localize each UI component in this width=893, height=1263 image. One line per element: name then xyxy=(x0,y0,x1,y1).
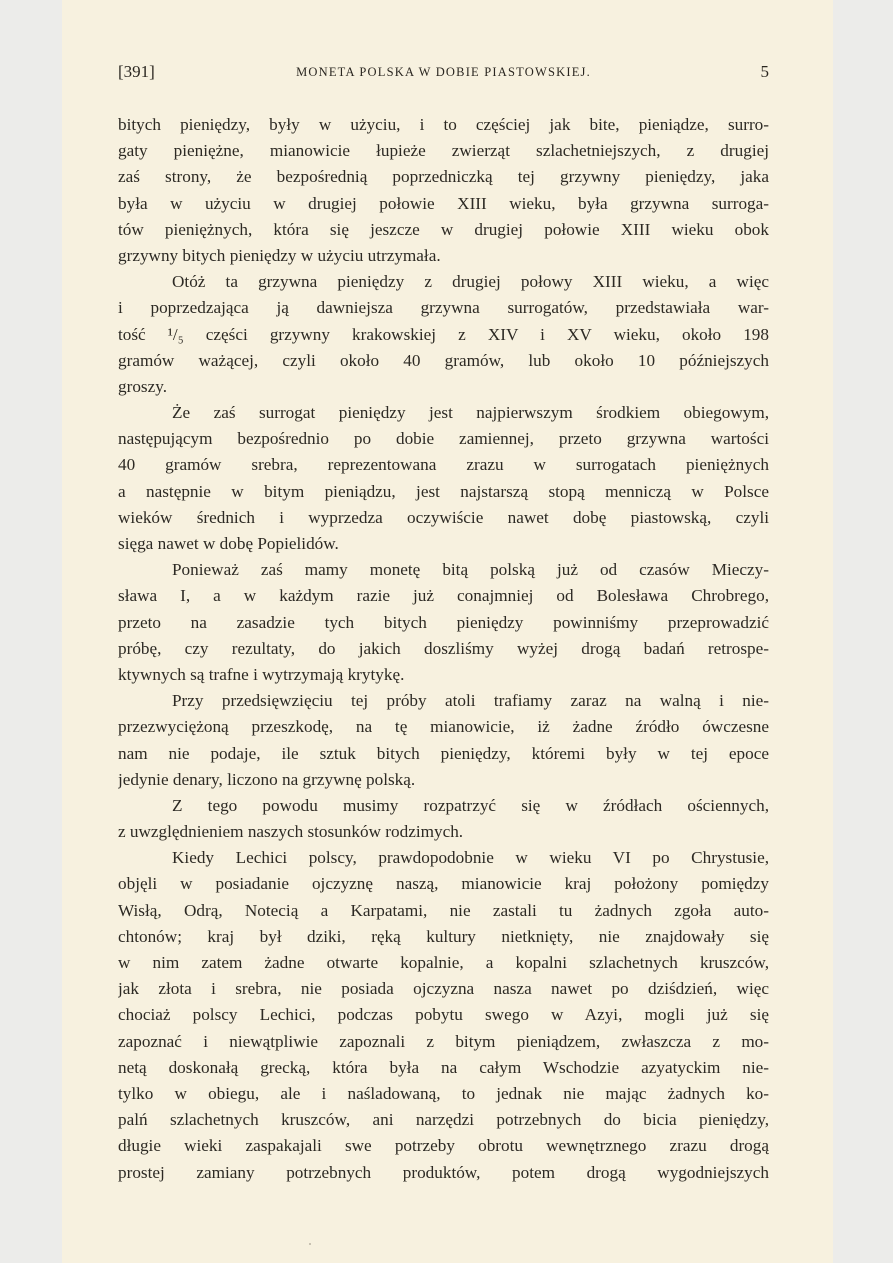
text-line: Z tego powodu musimy rozpatrzyć się w źródłach ościennych, xyxy=(172,795,769,815)
text-line: tość ¹/₅ części grzywny krakowskiej z XIV i XV wieku, około 198 xyxy=(118,324,769,344)
text-line: chociaż polscy Lechici, podczas pobytu swego w Azyi, mogli już się xyxy=(118,1005,769,1025)
bracketed-page-number: [391] xyxy=(118,62,155,81)
text-line: z uwzględnieniem naszych stosunków rodzimych. xyxy=(118,822,464,842)
right-margin xyxy=(833,0,893,1263)
text-line: Ponieważ zaś mamy monetę bitą polską już od czasów Mieczy- xyxy=(172,560,769,580)
text-line: przeto na zasadzie tych bitych pieniędzy powinniśmy przeprowadzić xyxy=(118,612,769,632)
text-line: a następnie w bitym pieniądzu, jest najstarszą stopą menniczą w Polsce xyxy=(118,481,769,501)
text-line: objęli w posiadanie ojczyznę naszą, mianowicie kraj położony pomiędzy xyxy=(118,874,769,894)
text-line: zaś strony, że bezpośrednią poprzedniczką tej grzywny pieniędzy, jaka xyxy=(118,167,769,187)
text-line: tów pieniężnych, która się jeszcze w drugiej połowie XIII wieku obok xyxy=(118,219,769,239)
text-line: jedynie denary, liczono na grzywnę polską. xyxy=(118,769,416,789)
text-line: Otóż ta grzywna pieniędzy z drugiej połowy XIII wieku, a więc xyxy=(172,272,769,292)
text-line: gaty pieniężne, mianowicie łupieże zwierząt szlachetniejszych, z drugiej xyxy=(118,141,769,161)
page-number: 5 xyxy=(760,62,769,81)
text-line: wieków średnich i wyprzedza oczywiście nawet dobę piastowską, czyli xyxy=(118,507,769,527)
text-line: i poprzedzająca ją dawniejsza grzywna surrogatów, przedstawiała war- xyxy=(118,298,769,318)
text-line: nam nie podaje, ile sztuk bitych pieniędzy, któremi były w tej epoce xyxy=(118,743,769,763)
text-line: bitych pieniędzy, były w użyciu, i to częściej jak bite, pieniądze, surro- xyxy=(118,115,769,134)
text-line: netą doskonałą grecką, która była na całym Wschodzie azyatyckim nie- xyxy=(118,1057,769,1077)
text-line: sięga nawet w dobę Popielidów. xyxy=(118,534,339,553)
running-title: MONETA POLSKA W DOBIE PIASTOWSKIEJ. xyxy=(296,65,591,79)
paper-speck xyxy=(309,1243,311,1245)
text-line: zapoznać i niewątpliwie zapoznali z bitym pieniądzem, zwłaszcza z mo- xyxy=(118,1031,769,1051)
text-line: palń szlachetnych kruszców, ani narzędzi potrzebnych do bicia pieniędzy, xyxy=(118,1110,769,1130)
text-line: grzywny bitych pieniędzy w użyciu utrzymała. xyxy=(118,245,441,265)
text-line: przezwyciężoną przeszkodę, na tę mianowicie, iż żadne źródło ówczesne xyxy=(118,717,769,737)
text-line: próbę, czy rezultaty, do jakich doszliśmy wyżej drogą badań retrospe- xyxy=(118,638,769,658)
text-line: prostej zamiany potrzebnych produktów, potem drogą wygodniejszych xyxy=(118,1162,769,1182)
text-line: sława I, a w każdym razie już conajmniej od Bolesława Chrobrego, xyxy=(118,586,769,606)
text-line: groszy. xyxy=(118,376,168,396)
text-line: jak złota i srebra, nie posiada ojczyzna nasza nawet po dziśdzień, więc xyxy=(118,979,769,999)
text-line: Kiedy Lechici polscy, prawdopodobnie w wieku VI po Chrystusie, xyxy=(172,848,769,868)
text-line: Przy przedsięwzięciu tej próby atoli trafiamy zaraz na walną i nie- xyxy=(172,691,769,711)
text-line: w nim zatem żadne otwarte kopalnie, a kopalni szlachetnych kruszców, xyxy=(118,953,769,972)
text-line: gramów ważącej, czyli około 40 gramów, lub około 10 późniejszych xyxy=(118,350,769,370)
text-line: Wisłą, Odrą, Notecią a Karpatami, nie zastali tu żadnych zgoła auto- xyxy=(118,900,769,920)
body-text xyxy=(118,112,769,1186)
text-line: chtonów; kraj był dziki, ręką kultury nietknięty, nie znajdowały się xyxy=(118,926,769,946)
text-line: następującym bezpośrednio po dobie zamiennej, przeto grzywna wartości xyxy=(118,429,769,449)
text-line: była w użyciu w drugiej połowie XIII wieku, była grzywna surroga- xyxy=(118,193,769,213)
book-page xyxy=(62,0,833,1263)
text-line: ktywnych są trafne i wytrzymają krytykę. xyxy=(118,664,405,684)
text-line: Że zaś surrogat pieniędzy jest najpierwszym środkiem obiegowym, xyxy=(172,403,769,423)
text-line: 40 gramów srebra, reprezentowana zrazu w surrogatach pieniężnych xyxy=(118,455,769,475)
left-margin xyxy=(0,0,62,1263)
text-line: tylko w obiegu, ale i naśladowaną, to jednak nie mając żadnych ko- xyxy=(118,1083,769,1103)
text-line: długie wieki zaspakajali swe potrzeby obrotu wewnętrznego zrazu drogą xyxy=(118,1136,769,1156)
running-header xyxy=(118,62,769,86)
